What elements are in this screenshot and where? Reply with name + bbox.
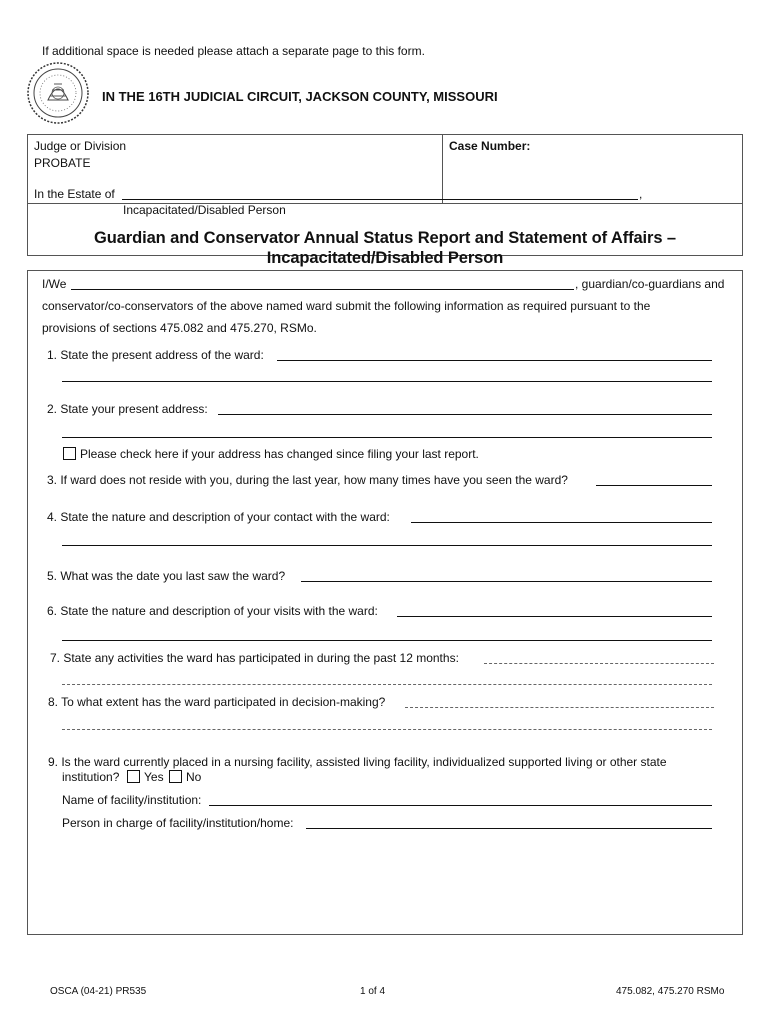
q6-field-line2[interactable] xyxy=(62,640,712,641)
q7-field-line2[interactable] xyxy=(62,684,712,685)
intro-line1-suffix: , guardian/co-guardians and xyxy=(575,277,725,291)
judge-label: Judge or Division xyxy=(34,139,127,153)
q1-field-line2[interactable] xyxy=(62,381,712,382)
q4-label: 4. State the nature and description of your contact with the ward: xyxy=(47,510,390,524)
q9-no-checkbox[interactable] xyxy=(169,770,182,783)
estate-suffix: , xyxy=(639,187,643,201)
facility-name-label: Name of facility/institution: xyxy=(62,793,202,807)
q8-field[interactable] xyxy=(405,707,714,708)
q7-label: 7. State any activities the ward has participated in during the past 12 months: xyxy=(50,651,459,665)
estate-sublabel: Incapacitated/Disabled Person xyxy=(123,203,286,217)
person-in-charge-field[interactable] xyxy=(306,828,712,829)
case-number-field[interactable] xyxy=(448,154,736,198)
intro-line2: conservator/co-conservators of the above named ward submit the following information as required pursuant to the xyxy=(42,299,651,313)
caption-divider xyxy=(442,134,443,203)
body-box xyxy=(27,270,743,935)
q4-field-line2[interactable] xyxy=(62,545,712,546)
iwe-label: I/We xyxy=(42,277,67,291)
q5-label: 5. What was the date you last saw the ward? xyxy=(47,569,286,583)
estate-label: In the Estate of xyxy=(34,187,115,201)
q3-field[interactable] xyxy=(596,485,712,486)
q2-field-line2[interactable] xyxy=(62,437,712,438)
q9-label: 9. Is the ward currently placed in a nursing facility, assisted living facility, individualized supported living or other state xyxy=(48,755,667,769)
address-changed-label: Please check here if your address has changed since filing your last report. xyxy=(80,447,479,461)
person-in-charge-label: Person in charge of facility/institution/home: xyxy=(62,816,294,830)
q1-label: 1. State the present address of the ward: xyxy=(47,348,264,362)
form-title-line2: Incapacitated/Disabled Person xyxy=(266,249,504,267)
q2-label: 2. State your present address: xyxy=(47,402,208,416)
q6-label: 6. State the nature and description of your visits with the ward: xyxy=(47,604,378,618)
judge-value: PROBATE xyxy=(34,156,91,170)
q1-field[interactable] xyxy=(277,360,712,361)
case-number-label: Case Number: xyxy=(449,139,531,153)
form-title-line1: Guardian and Conservator Annual Status Report and Statement of Affairs – xyxy=(94,229,676,247)
facility-name-field[interactable] xyxy=(209,805,712,806)
guardian-names-field[interactable] xyxy=(71,289,574,290)
intro-line3: provisions of sections 475.082 and 475.270, RSMo. xyxy=(42,321,317,335)
q9-no-label: No xyxy=(186,770,202,784)
statute-reference: 475.082, 475.270 RSMo xyxy=(616,986,725,997)
q9-yes-checkbox[interactable] xyxy=(127,770,140,783)
court-heading: IN THE 16TH JUDICIAL CIRCUIT, JACKSON COUNTY, MISSOURI xyxy=(102,89,498,104)
q2-field[interactable] xyxy=(218,414,712,415)
q9-yes-label: Yes xyxy=(144,770,164,784)
estate-name-field[interactable] xyxy=(122,199,638,200)
q8-label: 8. To what extent has the ward participated in decision-making? xyxy=(48,695,386,709)
attach-page-notice: If additional space is needed please attach a separate page to this form. xyxy=(42,44,425,58)
q8-field-line2[interactable] xyxy=(62,729,712,730)
form-id: OSCA (04-21) PR535 xyxy=(50,986,147,997)
q6-field[interactable] xyxy=(397,616,712,617)
q5-field[interactable] xyxy=(301,581,712,582)
q3-label: 3. If ward does not reside with you, during the last year, how many times have you seen the ward? xyxy=(47,473,568,487)
q7-field[interactable] xyxy=(484,663,714,664)
county-seal-icon xyxy=(26,60,90,126)
q4-field[interactable] xyxy=(411,522,712,523)
page-number: 1 of 4 xyxy=(360,986,386,997)
address-changed-checkbox[interactable] xyxy=(63,447,76,460)
q9-label-line2: institution? xyxy=(62,770,120,784)
